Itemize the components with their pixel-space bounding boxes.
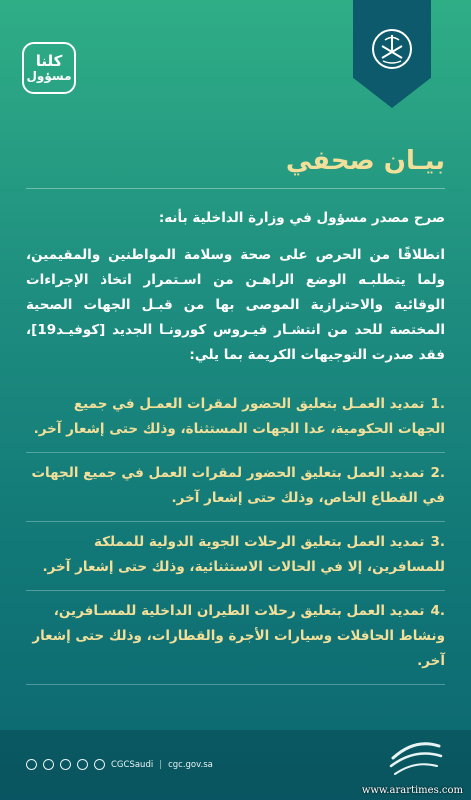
campaign-logo-line1: كلنا xyxy=(35,51,63,70)
emblem-badge xyxy=(353,0,431,108)
list-item xyxy=(26,384,445,453)
statement-paragraph: انطلاقًا من الحرص على صحة وسلامة المواطنين والمقيمين، ولما يتطلبـه الوضع الراهـن من اسـتمرار اتخاذ الإجراءات الوقائية والاحترازية الموصى بها من قبـل الجهات الصحية المختصة للحد من انتشـار فيـروس كورونـا الجديد [كوفيـد19]، فقد صدرت التوجيهات الكريمة بما يلي: xyxy=(26,247,445,363)
instagram-icon[interactable] xyxy=(60,759,71,770)
list-item-text: تمديد العمل بتعليق رحلات الطيران الداخلية للمسـافرين، ونشاط الحافلات وسيارات الأجرة والقطارات، وذلك حتى إشعار آخر. xyxy=(32,603,445,669)
title-divider xyxy=(26,188,445,189)
vision-2030-logo-icon xyxy=(385,728,445,782)
list-item-number: .1 xyxy=(430,396,445,412)
intro-text: صرح مصدر مسؤول في وزارة الداخلية بأنه: xyxy=(158,210,445,226)
list-item-text: تمديد العمـل بتعليق الحضور لمقرات العمـل في جميع الجهات الحكومية، عدا الجهات المستثناة، وذلك حتى إشعار آخر. xyxy=(33,396,445,437)
campaign-logo xyxy=(22,42,76,94)
list-item-text: تمديد العمل بتعليق الرحلات الجوية الدولية للمملكة للمسافرين، إلا في الحالات الاستثنائية، وذلك حتى إشعار آخر. xyxy=(42,534,445,575)
campaign-logo-line2: مسؤول xyxy=(26,68,72,83)
facebook-icon[interactable] xyxy=(94,759,105,770)
statement-body xyxy=(26,206,445,685)
saudi-emblem-icon xyxy=(371,28,413,70)
footer-handle[interactable]: CGCSaudi xyxy=(111,759,154,770)
list-item-text: تمديد العمل بتعليق الحضور لمقرات العمل في جميع الجهات في القطاع الخاص، وذلك حتى إشعار آخر. xyxy=(31,465,445,506)
list-item-number: .2 xyxy=(430,465,445,481)
list-item xyxy=(26,522,445,591)
list-item-number: .4 xyxy=(430,603,445,619)
list-item xyxy=(26,591,445,685)
youtube-icon[interactable] xyxy=(43,759,54,770)
footer-website[interactable]: cgc.gov.sa xyxy=(168,759,213,770)
list-item-number: .3 xyxy=(430,534,445,550)
page-title: بيـان صحفي xyxy=(285,146,445,176)
watermark: www.arartimes.com xyxy=(361,785,463,796)
snapchat-icon[interactable] xyxy=(77,759,88,770)
list-item xyxy=(26,453,445,522)
footer-separator: | xyxy=(159,759,163,770)
twitter-icon[interactable] xyxy=(26,759,37,770)
footer xyxy=(26,759,213,770)
